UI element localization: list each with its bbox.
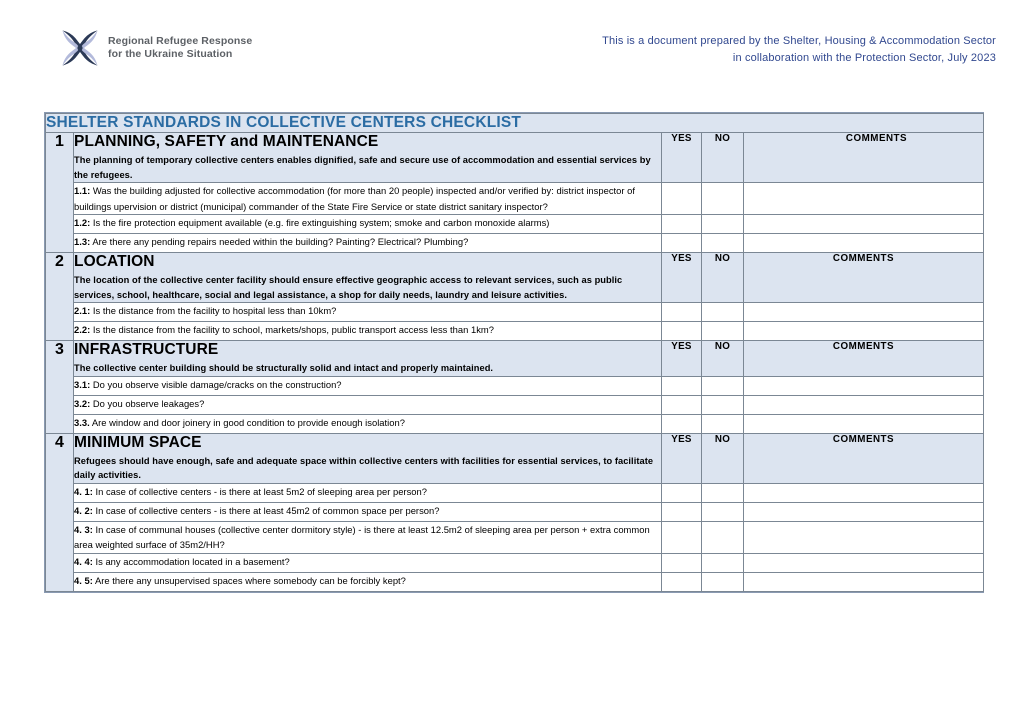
column-header-comments: COMMENTS <box>744 133 984 183</box>
section-header-row <box>46 133 984 183</box>
section-title: LOCATION <box>74 253 155 270</box>
section-number: 1 <box>46 133 74 253</box>
checklist-item-text: 3.3. Are window and door joinery in good condition to provide enough isolation? <box>74 414 662 433</box>
section-description: Refugees should have enough, safe and adequate space within collective centers with facilities for essential services, to facilitate daily activities. <box>74 455 654 480</box>
column-header-no: NO <box>702 433 744 483</box>
checklist-item-number: 1.1: <box>74 185 91 196</box>
checklist-item-text: 4. 5: Are there any unsupervised spaces where somebody can be forcibly kept? <box>74 572 662 591</box>
checklist-item-text: 1.1: Was the building adjusted for collective accommodation (for more than 20 people) inspected and/or verified by: district inspector of buildings upervision or district (municipal) commander of the State Fire Service or state district sanitary inspector? <box>74 183 662 215</box>
yes-checkbox-cell[interactable] <box>662 234 702 253</box>
checklist-item-row <box>46 303 984 322</box>
checklist-item-row <box>46 521 984 553</box>
checklist-item-number: 4. 3: <box>74 523 93 535</box>
column-header-no: NO <box>702 341 744 377</box>
comments-entry-cell[interactable] <box>744 234 984 253</box>
checklist-item-number: 4. 5: <box>74 574 93 586</box>
logo-line-1: Regional Refugee Response <box>108 34 253 47</box>
checklist-item-text: 2.1: Is the distance from the facility to hospital less than 10km? <box>74 303 662 322</box>
logo-center-dot-icon <box>77 45 82 50</box>
checklist-table <box>45 113 984 592</box>
checklist-item-text: 3.2: Do you observe leakages? <box>74 395 662 414</box>
comments-entry-cell[interactable] <box>744 215 984 234</box>
checklist-item-text: 3.1: Do you observe visible damage/cracks on the construction? <box>74 376 662 395</box>
no-checkbox-cell[interactable] <box>702 502 744 521</box>
checklist-item-row <box>46 322 984 341</box>
no-checkbox-cell[interactable] <box>702 553 744 572</box>
no-checkbox-cell[interactable] <box>702 234 744 253</box>
attribution-line-1: This is a document prepared by the Shelter, Housing & Accommodation Sector <box>602 35 996 47</box>
page-header <box>0 0 1024 100</box>
checklist-item-row <box>46 234 984 253</box>
checklist-item-row <box>46 572 984 591</box>
checklist-item-text: 4. 2: In case of collective centers - is there at least 45m2 of common space per person? <box>74 502 662 521</box>
column-header-yes: YES <box>662 133 702 183</box>
checklist-item-row <box>46 376 984 395</box>
comments-entry-cell[interactable] <box>744 414 984 433</box>
section-heading-cell <box>74 133 662 183</box>
column-header-comments: COMMENTS <box>744 253 984 303</box>
logo-wordmark <box>108 35 252 62</box>
comments-entry-cell[interactable] <box>744 521 984 553</box>
section-title: PLANNING, SAFETY and MAINTENANCE <box>74 133 379 150</box>
organization-logo <box>60 28 252 68</box>
checklist-item-number: 4. 1: <box>74 485 93 497</box>
no-checkbox-cell[interactable] <box>702 572 744 591</box>
column-header-comments: COMMENTS <box>744 433 984 483</box>
checklist-item-number: 3.2: <box>74 397 91 409</box>
checklist-item-number: 3.3. <box>74 416 90 428</box>
checklist-item-row <box>46 215 984 234</box>
section-description: The planning of temporary collective centers enables dignified, safe and secure use of accommodation and essential services by the refugees. <box>74 155 651 180</box>
section-heading-cell <box>74 253 662 303</box>
checklist-item-number: 4. 4: <box>74 555 93 567</box>
yes-checkbox-cell[interactable] <box>662 215 702 234</box>
section-number: 2 <box>46 253 74 341</box>
column-header-yes: YES <box>662 341 702 377</box>
no-checkbox-cell[interactable] <box>702 303 744 322</box>
checklist-item-text: 4. 3: In case of communal houses (collective center dormitory style) - is there at least 12.5m2 of sleeping area per person + extra common area weighted surface of 35m2/HH? <box>74 521 662 553</box>
checklist-item-number: 1.3: <box>74 236 91 247</box>
comments-entry-cell[interactable] <box>744 502 984 521</box>
section-title: INFRASTRUCTURE <box>74 341 219 358</box>
section-description: The location of the collective center facility should ensure effective geographic access to relevant services, such as public services, school, healthcare, social and legal assistance, a shop for daily needs, laundry and leisure activities. <box>74 275 623 300</box>
checklist-item-number: 1.2: <box>74 217 91 228</box>
section-header-row <box>46 341 984 377</box>
no-checkbox-cell[interactable] <box>702 215 744 234</box>
checklist-title-cell <box>46 114 984 133</box>
yes-checkbox-cell[interactable] <box>662 322 702 341</box>
checklist-sheet <box>44 112 984 593</box>
section-header-row <box>46 433 984 483</box>
yes-checkbox-cell[interactable] <box>662 483 702 502</box>
column-header-no: NO <box>702 133 744 183</box>
column-header-yes: YES <box>662 253 702 303</box>
section-heading-cell <box>74 341 662 377</box>
no-checkbox-cell[interactable] <box>702 414 744 433</box>
comments-entry-cell[interactable] <box>744 303 984 322</box>
section-number: 3 <box>46 341 74 434</box>
section-description: The collective center building should be structurally solid and intact and properly maintained. <box>74 363 494 373</box>
checklist-item-text: 1.3: Are there any pending repairs needed within the building? Painting? Electrical? Plumbing? <box>74 234 662 253</box>
checklist-item-row <box>46 483 984 502</box>
checklist-item-number: 2.1: <box>74 305 91 316</box>
comments-entry-cell[interactable] <box>744 322 984 341</box>
section-header-row <box>46 253 984 303</box>
checklist-item-text: 1.2: Is the fire protection equipment available (e.g. fire extinguishing system; smoke and carbon monoxide alarms) <box>74 215 662 234</box>
yes-checkbox-cell[interactable] <box>662 572 702 591</box>
yes-checkbox-cell[interactable] <box>662 414 702 433</box>
checklist-title-row <box>46 114 984 133</box>
no-checkbox-cell[interactable] <box>702 395 744 414</box>
checklist-item-row <box>46 183 984 215</box>
column-header-yes: YES <box>662 433 702 483</box>
attribution-line-2: in collaboration with the Protection Sector, July 2023 <box>732 52 996 64</box>
yes-checkbox-cell[interactable] <box>662 376 702 395</box>
checklist-item-number: 2.2: <box>74 324 91 335</box>
comments-entry-cell[interactable] <box>744 553 984 572</box>
refugee-response-x-logo-icon <box>60 28 100 68</box>
yes-checkbox-cell[interactable] <box>662 502 702 521</box>
section-heading-cell <box>74 433 662 483</box>
logo-line-2: for the Ukraine Situation <box>108 48 233 60</box>
comments-entry-cell[interactable] <box>744 572 984 591</box>
yes-checkbox-cell[interactable] <box>662 395 702 414</box>
checklist-item-row <box>46 395 984 414</box>
comments-entry-cell[interactable] <box>744 483 984 502</box>
checklist-item-text: 2.2: Is the distance from the facility to school, markets/shops, public transport access less than 1km? <box>74 322 662 341</box>
no-checkbox-cell[interactable] <box>702 322 744 341</box>
yes-checkbox-cell[interactable] <box>662 521 702 553</box>
checklist-item-number: 3.1: <box>74 378 91 390</box>
page-title: SHELTER STANDARDS IN COLLECTIVE CENTERS CHECKLIST <box>46 114 522 131</box>
section-title: MINIMUM SPACE <box>74 433 202 451</box>
comments-entry-cell[interactable] <box>744 395 984 414</box>
checklist-item-number: 4. 2: <box>74 504 93 516</box>
column-header-no: NO <box>702 253 744 303</box>
comments-entry-cell[interactable] <box>744 376 984 395</box>
checklist-item-text: 4. 4: Is any accommodation located in a basement? <box>74 553 662 572</box>
no-checkbox-cell[interactable] <box>702 376 744 395</box>
yes-checkbox-cell[interactable] <box>662 553 702 572</box>
no-checkbox-cell[interactable] <box>702 183 744 215</box>
yes-checkbox-cell[interactable] <box>662 303 702 322</box>
checklist-item-row <box>46 553 984 572</box>
column-header-comments: COMMENTS <box>744 341 984 377</box>
checklist-item-text: 4. 1: In case of collective centers - is there at least 5m2 of sleeping area per person? <box>74 483 662 502</box>
checklist-item-row <box>46 414 984 433</box>
no-checkbox-cell[interactable] <box>702 483 744 502</box>
comments-entry-cell[interactable] <box>744 183 984 215</box>
checklist-item-row <box>46 502 984 521</box>
document-attribution-note <box>602 33 996 67</box>
yes-checkbox-cell[interactable] <box>662 183 702 215</box>
section-number: 4 <box>46 433 74 591</box>
no-checkbox-cell[interactable] <box>702 521 744 553</box>
